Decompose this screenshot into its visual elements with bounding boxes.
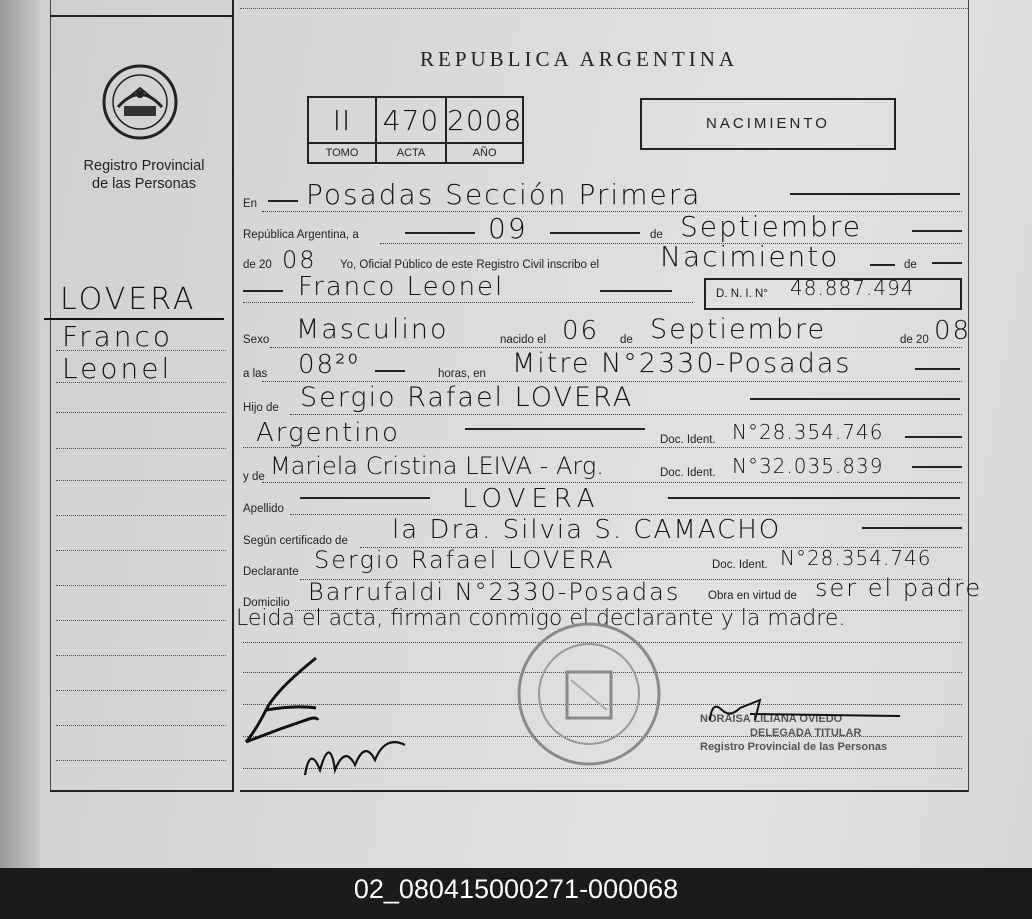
margin-name1: Franco (62, 320, 174, 353)
top-rule-left (50, 15, 232, 17)
obra-label: Obra en virtud de (708, 590, 797, 602)
officer-text: Yo, Oficial Público de este Registro Civil inscribo el (340, 259, 600, 271)
segun-label: Según certificado de (243, 535, 348, 547)
de-label: de (620, 334, 633, 346)
anio-label: AÑO (446, 143, 523, 163)
domicilio-value: Barrufaldi N°2330-Posadas (308, 578, 681, 606)
tomo-value: II (308, 97, 376, 143)
provincial-seal-icon (100, 62, 180, 142)
acta-value: 470 (376, 97, 446, 143)
apellido-value: LOVERA (462, 484, 601, 514)
birth-day: 06 (562, 316, 600, 346)
fill-line (290, 414, 962, 415)
act-written: Nacimiento (660, 240, 840, 273)
domicilio-label: Domicilio (243, 597, 290, 609)
father-nationality: Argentino (256, 418, 400, 448)
fill-line (243, 447, 962, 448)
anio-value: 2008 (446, 97, 523, 143)
mother-doc: N°32.035.839 (732, 454, 884, 478)
official-round-stamp (515, 620, 663, 768)
column-divider (232, 0, 234, 792)
declarante-label: Declarante (243, 566, 299, 578)
certifier: la Dra. Silvia S. CAMACHO (392, 515, 782, 545)
year-prefix: de 20 (243, 259, 272, 271)
doc-label: Doc. Ident. (660, 434, 716, 446)
record-number-table (307, 96, 524, 164)
de-label: de (904, 259, 917, 271)
sexo-label: Sexo (243, 334, 270, 346)
apellido-label: Apellido (243, 503, 284, 515)
margin-name2: Leonel (62, 352, 173, 385)
day-value: 09 (488, 212, 528, 245)
dash-line (268, 200, 298, 202)
father-name: Sergio Rafael LOVERA (300, 382, 634, 413)
republica-label: República Argentina, a (243, 229, 359, 241)
mother-signature (295, 725, 425, 785)
acta-label: ACTA (376, 143, 446, 163)
dash-line (870, 264, 895, 266)
dash-line (862, 527, 962, 529)
nacido-label: nacido el (500, 334, 547, 346)
margin-surname: LOVERA (60, 282, 197, 317)
dash-line (790, 193, 960, 195)
officer-stamp-name: NORAISA LILIANA OVIEDO (700, 713, 843, 725)
dash-line (550, 232, 640, 234)
country-title: REPUBLICA ARGENTINA (420, 47, 739, 71)
closing-text: Leida el acta, firman conmigo el declarante y la madre. (236, 606, 846, 631)
dni-value: 48.887.494 (790, 276, 915, 300)
dash-line (750, 398, 960, 400)
dash-line (405, 232, 475, 234)
declarante-doc: N°28.354.746 (780, 546, 932, 570)
birth-place: Mitre N°2330-Posadas (512, 348, 852, 379)
tomo-label: TOMO (308, 143, 376, 163)
scan-id-footer: 02_080415000271-000068 (0, 868, 1032, 919)
doc-label: Doc. Ident. (660, 467, 716, 479)
dash-line (932, 262, 962, 264)
dash-line (912, 466, 962, 468)
bottom-rule-right (240, 790, 968, 792)
registry-name-line2: de las Personas (92, 176, 196, 192)
bottom-rule-left (50, 790, 232, 792)
dash-line (915, 368, 960, 370)
right-border-line (968, 0, 969, 792)
obra-value: ser el padre (815, 574, 983, 602)
dni-label: D. N. I. N° (716, 288, 768, 300)
left-border-line (50, 0, 51, 792)
dash-line (465, 428, 645, 430)
dash-line (243, 290, 283, 292)
alas-label: a las (243, 368, 268, 380)
dash-line (300, 497, 430, 499)
dash-line (375, 370, 405, 372)
top-rule-right (240, 8, 968, 9)
fill-line (262, 482, 962, 483)
horas-label: horas, en (438, 368, 486, 380)
sexo-value: Masculino (296, 314, 449, 345)
mother-name: Mariela Cristina LEIVA - Arg. (270, 452, 604, 480)
dni-box (704, 278, 962, 310)
fill-line (243, 302, 693, 303)
year-suffix: 08 (282, 246, 317, 274)
de20-label: de 20 (900, 334, 929, 346)
officer-signature (700, 690, 920, 730)
officer-stamp-role: DELEGADA TITULAR (750, 727, 862, 739)
de-label: de (650, 229, 663, 241)
child-name: Franco Leonel (298, 272, 505, 302)
dash-line (905, 436, 962, 438)
doc-label: Doc. Ident. (712, 559, 768, 571)
declarante-name: Sergio Rafael LOVERA (314, 546, 615, 574)
father-doc: N°28.354.746 (732, 420, 884, 444)
birth-year: 08 (934, 316, 972, 346)
birth-month: Septiembre (650, 314, 827, 345)
registry-name-line1: Registro Provincial (83, 158, 205, 174)
en-label: En (243, 198, 258, 210)
en-value: Posadas Sección Primera (306, 178, 702, 211)
dash-line (600, 290, 672, 292)
hijo-label: Hijo de (243, 402, 279, 414)
dash-line (912, 230, 962, 232)
month-value: Septiembre (680, 210, 862, 243)
act-type-box: NACIMIENTO (640, 98, 896, 150)
yde-label: y de (243, 471, 265, 483)
hour-value: 08²⁰ (298, 350, 360, 380)
dash-line (668, 497, 960, 499)
officer-stamp-office: Registro Provincial de las Personas (700, 741, 888, 753)
